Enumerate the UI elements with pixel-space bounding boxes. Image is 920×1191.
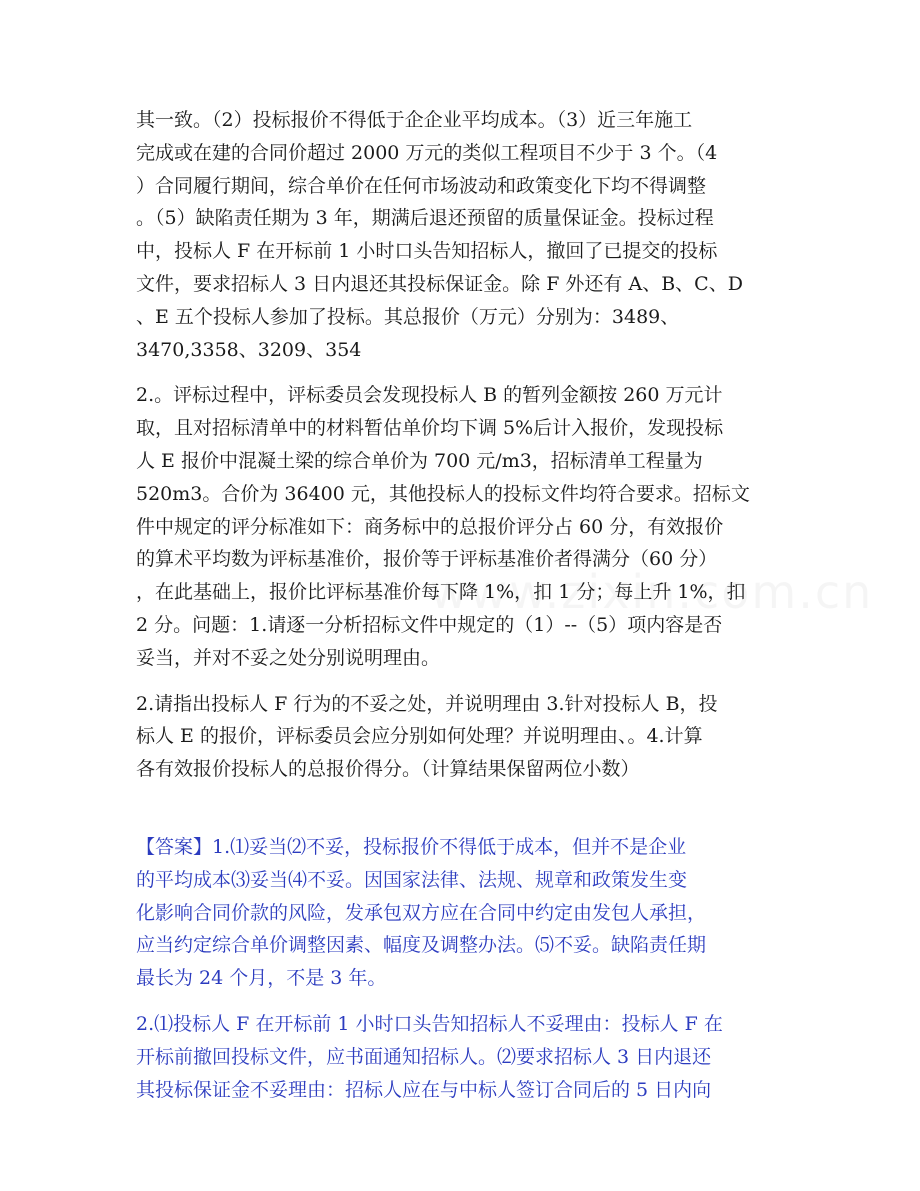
text-line: 2.⑴投标人 F 在开标前 1 小时口头告知招标人不妥理由：投标人 F 在 (136, 1012, 723, 1035)
text-line: 各有效报价投标人的总报价得分。（计算结果保留两位小数） (136, 758, 640, 781)
text-line: 520m3。合价为 36400 元，其他投标人的投标文件均符合要求。招标文 (136, 482, 750, 505)
text-line: 2.请指出投标人 F 行为的不妥之处，并说明理由 3.针对投标人 B，投 (136, 692, 718, 715)
text-line: 人 E 报价中混凝土梁的综合单价为 700 元/m3，招标清单工程量为 (136, 449, 703, 472)
text-line: 。（5）缺陷责任期为 3 年，期满后退还预留的质量保证金。投标过程 (136, 207, 714, 230)
text-line: 2.。评标过程中，评标委员会发现投标人 B 的暂列金额按 260 万元计 (136, 384, 723, 407)
text-line: 应当约定综合单价调整因素、幅度及调整办法。⑸不妥。缺陷责任期 (136, 934, 707, 957)
answer-tag: 【答案】 (136, 835, 213, 858)
text-line: 其一致。（2）投标报价不得低于企企业平均成本。（3）近三年施工 (136, 109, 693, 131)
question-paragraph-3 (136, 688, 776, 786)
text-line: 中，投标人 F 在开标前 1 小时口头告知招标人，撤回了已提交的投标 (136, 240, 718, 263)
question-section (136, 104, 776, 786)
text-line: 件中规定的评分标准如下：商务标中的总报价评分占 60 分，有效报价 (136, 515, 724, 538)
text-line: ，在此基础上，报价比评标基准价每下降 1%，扣 1 分；每上升 1%，扣 (136, 581, 746, 604)
text-line: 开标前撤回投标文件，应书面通知招标人。⑵要求招标人 3 日内退还 (136, 1045, 712, 1068)
text-line: 完成或在建的合同价超过 2000 万元的类似工程项目不少于 3 个。（4 (136, 141, 718, 164)
answer-paragraph-2 (136, 1008, 776, 1106)
text-line: ）合同履行期间，综合单价在任何市场波动和政策变化下均不得调整 (136, 174, 707, 197)
text-line: 取，且对招标清单中的材料暂估单价均下调 5%后计入报价，发现投标 (136, 417, 724, 440)
text-line: 的平均成本⑶妥当⑷不妥。因国家法律、法规、规章和政策发生变 (136, 868, 688, 891)
text-line: 文件，要求招标人 3 日内退还其投标保证金。除 F 外还有 A、B、C、D (136, 272, 743, 295)
question-paragraph-2 (136, 379, 776, 674)
answer-paragraph-1 (136, 831, 776, 995)
text-line: 化影响合同价款的风险，发承包双方应在合同中约定由发包人承担， (136, 901, 707, 924)
text-line: 其投标保证金不妥理由：招标人应在与中标人签订合同后的 5 日内向 (136, 1078, 712, 1101)
question-paragraph-1 (136, 104, 776, 366)
text-line (136, 831, 776, 864)
answer-text: 1.⑴妥当⑵不妥，投标报价不得低于成本，但并不是企业 (212, 835, 687, 858)
answer-section (136, 831, 776, 1106)
text-line: 标人 E 的报价，评标委员会应分别如何处理？并说明理由、。4.计算 (136, 725, 703, 748)
text-line: 2 分。问题：1.请逐一分析招标文件中规定的（1）--（5）项内容是否 (136, 613, 723, 636)
text-line: 3470,3358、3209、354 (136, 338, 362, 361)
text-line: 最长为 24 个月，不是 3 年。 (136, 967, 387, 990)
text-line: 妥当，并对不妥之处分别说明理由。 (136, 646, 441, 669)
text-line: 、E 五个投标人参加了投标。其总报价（万元）分别为：3489、 (136, 305, 680, 328)
text-line: 的算术平均数为评标基准价，报价等于评标基准价者得满分（60 分） (136, 548, 718, 571)
